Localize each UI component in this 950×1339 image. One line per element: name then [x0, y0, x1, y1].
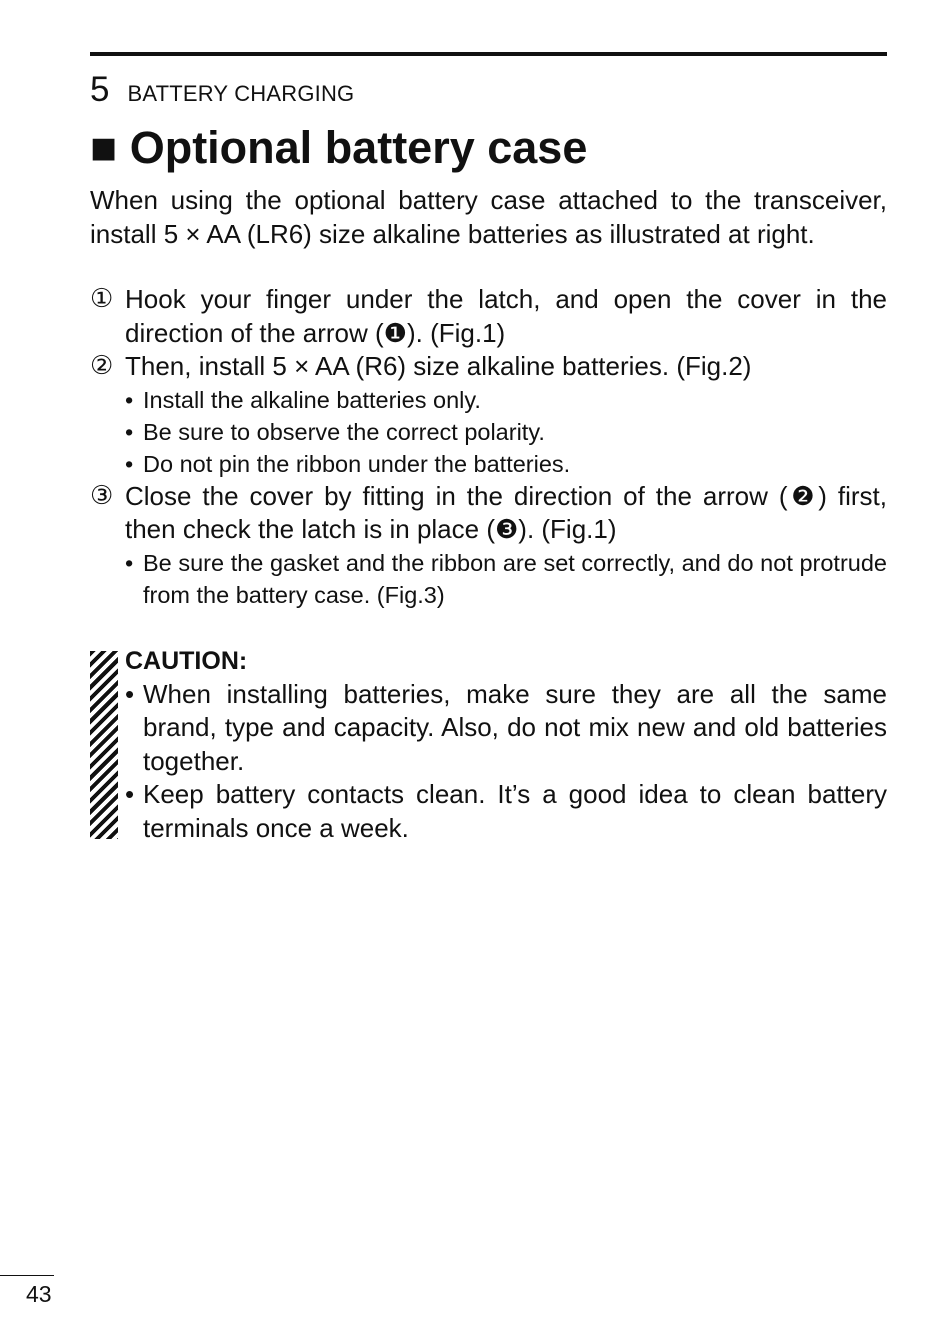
bullet-text: When installing batteries, make sure they are all the same brand, type and capacity. Also, do not mix new and old batteries together. — [143, 678, 887, 776]
bullet-icon: • — [125, 549, 134, 576]
list-item — [125, 547, 887, 611]
step-text: Then, install 5 × AA (R6) size alkaline batteries. (Fig.2) — [125, 351, 752, 381]
bullet-text: Do not pin the ribbon under the batteries. — [143, 450, 571, 477]
step-text: Close the cover by fitting in the direction of the arrow (❷) first, then check the latch is in place (❸). (Fig.1) — [125, 480, 887, 544]
bullet-icon: • — [125, 386, 134, 413]
bullet-icon: • — [125, 450, 134, 477]
step-text: Hook your finger under the latch, and open the cover in the direction of the arrow (❶). (Fig.1) — [125, 284, 887, 348]
chapter-title: BATTERY CHARGING — [127, 81, 355, 106]
step-number: ① — [90, 284, 114, 314]
step-1 — [90, 283, 887, 350]
chapter-number: 5 — [90, 70, 110, 109]
section-title: Optional battery case — [129, 122, 588, 173]
bullet-icon: • — [125, 418, 134, 445]
caution-hatch-icon — [90, 651, 118, 839]
list-item — [125, 448, 887, 480]
step-3-notes — [90, 547, 887, 611]
step-number: ② — [90, 351, 114, 381]
page-content — [90, 184, 887, 845]
top-rule — [90, 52, 887, 56]
chapter-header — [90, 70, 354, 110]
list-item — [125, 778, 887, 845]
step-2-notes — [90, 384, 887, 480]
page-number-rule — [0, 1275, 54, 1276]
step-2 — [90, 350, 887, 384]
bullet-icon: • — [125, 678, 135, 709]
bullet-icon: • — [125, 779, 135, 809]
caution-box — [90, 645, 887, 846]
list-item — [125, 416, 887, 448]
bullet-text: Install the alkaline batteries only. — [143, 386, 481, 413]
page-number: 43 — [26, 1281, 52, 1307]
list-item — [125, 384, 887, 416]
list-item — [125, 678, 887, 779]
bullet-text: Be sure the gasket and the ribbon are set correctly, and do not protrude from the battery case. (Fig.3) — [143, 549, 887, 608]
section-marker-icon: ■ — [90, 122, 118, 173]
step-3 — [90, 480, 887, 547]
steps-list — [90, 283, 887, 611]
bullet-text: Be sure to observe the correct polarity. — [143, 418, 545, 445]
intro-paragraph: When using the optional battery case attached to the transceiver, install 5 × AA (LR6) size alkaline batteries as illustrated at right. — [90, 185, 887, 249]
caution-title: CAUTION: — [125, 646, 248, 675]
section-heading — [90, 120, 587, 176]
step-number: ③ — [90, 480, 114, 511]
bullet-text: Keep battery contacts clean. It’s a good idea to clean battery terminals once a week. — [143, 779, 887, 843]
